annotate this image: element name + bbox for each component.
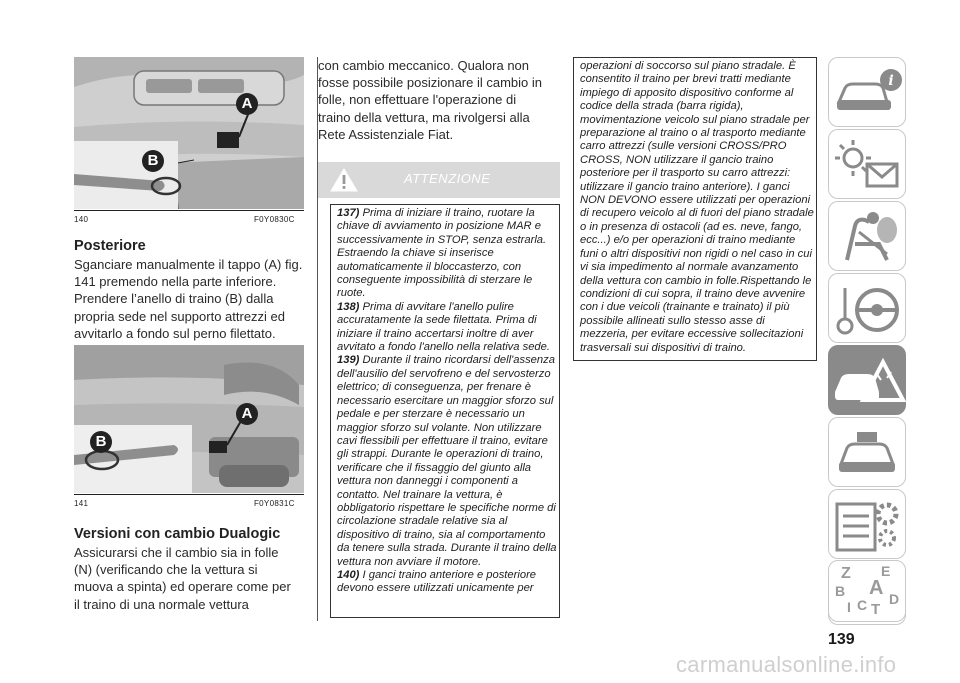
tab-emergency[interactable] (828, 345, 906, 415)
note-139-number: 139) (337, 354, 360, 367)
heading-dualogic: Versioni con cambio Dualogic (74, 526, 281, 542)
paragraph-posteriore (74, 256, 306, 342)
rear-bumper-tow-illustration (74, 57, 304, 209)
warning-box (330, 204, 560, 618)
callout-b: B (90, 431, 112, 453)
index-letter-t: T (871, 601, 881, 618)
paragraph-dualogic-text: Assicurarsi che il cambio sia in folle (N) (verificando che la vettura si muova a spinta) ed operare come per il traino di una normale vettura (74, 545, 291, 612)
callout-b: B (142, 150, 164, 172)
paragraph-cambio-meccanico (318, 57, 548, 143)
note-139 (337, 354, 559, 569)
index-letter-z: Z (841, 565, 851, 582)
continued-warning-text (580, 60, 814, 355)
figure-141-image (74, 345, 304, 493)
steering-key-icon (829, 274, 907, 344)
continued-warning-paragraph: operazioni di soccorso sul piano stradale. È consentito il traino per brevi tratti mediante impiego di apposito dispositivo conforme al codice della strada (barra rigida), movimentazione veicolo sul piano stradale per preparazione al traino o al trasporto mediante carro attrezzi (sulle versioni CROSS/PRO CROSS, NON utilizzare il gancio traino posteriore per il trasporto su carro attrezzi: utilizzare il gancio traino anteriore). I ganci NON DEVONO essere utilizzati per operazioni di recupero veicolo al di fuori del piano stradale o in presenza di ostacoli (ad es. neve, fango, ecc...) e/o per operazioni di traino mediante funi o altri dispositivi non rigidi o nel caso in cui vi sia impedimento al normale avanzamento della vettura con cambio in folle.Rispettando le condizioni di cui sopra, il traino deve avvenire con i due veicoli (trainante e trainato) il più possibile allineati sullo stesso asse di mezzeria, per evitare eccessive sollecitazioni trasversali sui dispositivi di traino. (580, 60, 814, 354)
note-138-text: Prima di avvitare l'anello pulire accuratamente la sede filettata. Prima di iniziare il traino accertarsi inoltre di aver avvitato a fondo l'anello nella relativa sede. (337, 300, 550, 354)
figure-141-rule (74, 494, 304, 495)
tab-maintenance[interactable] (828, 417, 906, 487)
index-letter-e: E (881, 563, 891, 579)
note-140-text: I ganci traino anteriore e posteriore devono essere utilizzati unicamente per (337, 568, 537, 595)
note-140 (337, 569, 559, 596)
figure-140-rule (74, 210, 304, 211)
tab-car-info[interactable] (828, 57, 906, 127)
figure-141-code: F0Y0831C (254, 499, 295, 508)
note-140-number: 140) (337, 568, 360, 581)
svg-text:i: i (888, 73, 894, 89)
tab-seat-airbag[interactable] (828, 201, 906, 271)
page-number: 139 (828, 631, 855, 648)
figure-141-number: 141 (74, 499, 89, 508)
note-138 (337, 301, 559, 355)
maintenance-car-icon (829, 418, 907, 488)
note-138-number: 138) (337, 300, 360, 313)
car-info-icon (829, 58, 907, 128)
index-letter-b: B (835, 583, 846, 599)
index-letters-icon[interactable] (828, 560, 906, 622)
watermark: carmanualsonline.info (676, 652, 897, 677)
index-letter-i: I (847, 599, 851, 615)
note-137-text: Prima di iniziare il traino, ruotare la chiave di avviamento in posizione MAR e successivamente in STOP, senza estrarla. Estraendo la chiave si inserisce automaticamente il bloccasterzo, con conseguente impossibilità di sterzare le ruote. (337, 207, 547, 300)
figure-140-code: F0Y0830C (254, 215, 295, 224)
rear-bumper-cap-illustration (74, 345, 304, 493)
callout-a: A (236, 403, 258, 425)
warning-lights-icon (829, 130, 907, 200)
index-letter-d: D (889, 591, 900, 607)
callout-a: A (236, 93, 258, 115)
paragraph-dualogic (74, 544, 300, 613)
paragraph-cambio-meccanico-text: con cambio meccanico. Qualora non fosse possibile posizionare il cambio in folle, non effettuare l'operazione di traino della vettura, ma rivolgersi alla Rete Assistenziale Fiat. (318, 58, 543, 142)
note-137-number: 137) (337, 207, 360, 219)
warning-title: ATTENZIONE (404, 171, 491, 186)
continued-warning-box (573, 57, 817, 361)
tab-warning-lights[interactable] (828, 129, 906, 199)
tab-steering-key[interactable] (828, 273, 906, 343)
figure-140-image (74, 57, 304, 209)
emergency-icon (829, 346, 907, 416)
index-letter-a: A (869, 577, 884, 599)
heading-posteriore: Posteriore (74, 238, 146, 254)
warning-triangle-icon (330, 168, 358, 192)
note-137 (337, 207, 559, 301)
index-letter-c: C (857, 597, 868, 613)
note-139-text: Durante il traino ricordarsi dell'assenza dell'ausilio del servofreno e del servosterzo elettrico; di conseguenza, per frenare è necessario esercitare un maggior sforzo sul pedale e per sterzare è necessario un maggior sforzo sul volante. Non utilizzare cavi flessibili per effettuare il traino, evitare gli strappi. Durante le operazioni di traino, verificare che il fissaggio del giunto alla vettura non danneggi i componenti a contatto. Nel trainare la vettura, è obbligatorio rispettare le specifiche norme di circolazione stradale relative sia al dispositivo di traino, sia al comportamento da tenere sulla strada. Durante il traino della vettura non avviare il motore. (337, 354, 557, 568)
tab-specs[interactable] (828, 489, 906, 559)
warning-header (318, 162, 560, 198)
specs-gears-icon (829, 490, 907, 560)
warning-notes (337, 207, 559, 596)
paragraph-posteriore-text: Sganciare manualmente il tappo (A) fig. 141 premendo nella parte inferiore. Prendere l’anello di traino (B) dalla propria sede nel supporto attrezzi ed avvitarlo a fondo sul perno filettato. (74, 257, 303, 341)
seat-airbag-icon (829, 202, 907, 272)
figure-140-number: 140 (74, 215, 89, 224)
